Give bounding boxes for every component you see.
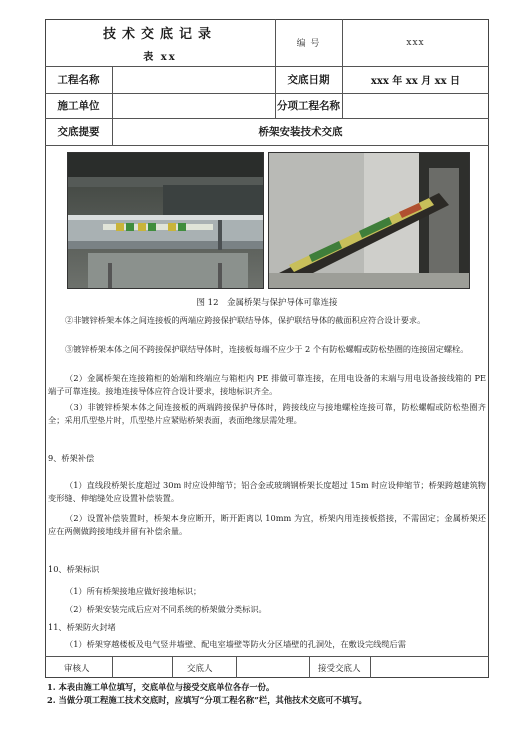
subproject-name-label: 分项工程名称 [277,100,340,112]
project-name-label: 工程名称 [57,74,100,86]
number-value: xxx [406,37,425,48]
paragraph: （1）桥架穿越楼板及电气竖井墙壁、配电室墙壁等防火分区墙壁的孔洞处，在敷设完线缆后需 [65,639,406,649]
paragraph: （1）所有桥架接地应做好接地标识； [65,586,202,596]
paragraph: ②非镀锌桥架本体之间连接板的两端应跨接保护联结导体，保护联结导体的截面积应符合设计要求。 [65,315,426,325]
construction-unit-label: 施工单位 [57,100,100,112]
section-heading: 9、桥架补偿 [48,453,95,463]
paragraph: （2）金属桥架在连接箱柜的始端和终端应与箱柜内 PE 排做可靠连接，在用电设备的末端与用电设备接线箱的 PE 端子可靠连接。接地连接导体应符合设计要求，接地标识齐全。 [48,373,486,396]
table-number: 表 xx [143,51,177,63]
cable-tray-image [68,153,263,288]
number-label: 编 号 [296,39,321,49]
cable-tray-photo-left [67,152,264,289]
receiver-label: 接受交底人 [318,663,361,674]
disclosure-date-label: 交底日期 [287,74,330,86]
signature-divider [309,656,310,678]
figure-caption: 图 12 金属桥架与保护导体可靠连接 [196,298,338,308]
footnote-1: 1. 本表由施工单位填写，交底单位与接受交底单位各存一份。 [47,682,275,692]
signature-divider [370,656,371,678]
signature-divider [172,656,173,678]
signature-divider [112,656,113,678]
cable-tray-photo-right [268,152,470,289]
form-title: 技术交底记录 [102,26,217,42]
section-heading: 10、桥架标识 [48,564,100,574]
summary-value: 桥架安装技术交底 [258,126,343,138]
paragraph: （2）设置补偿装置时，桥架本身应断开，断开距离以 10mm 为宜，桥架内用连接板搭接，不需固定；金属桥架还应在两侧做跨接地线并留有补偿余量。 [48,513,486,536]
grounding-conductor-image [269,153,469,288]
paragraph: （3）非镀锌桥架本体之间连接板的两端跨接保护导体时，跨接线应与接地螺栓连接可靠，防松螺帽或防松垫圈齐全；采用爪型垫片时，爪型垫片应紧贴桥架表面，表面绝缘层需处理。 [48,402,486,425]
paragraph: （1）直线段桥架长度超过 30m 时应设伸缩节；铝合金或玻璃钢桥架长度超过 15m 时应设伸缩节；桥架跨越建筑物变形缝、伸缩缝处应设置补偿装置。 [48,480,486,503]
signature-divider [236,656,237,678]
summary-label: 交底提要 [57,126,100,138]
footnote-2: 2. 当做分项工程施工技术交底时，应填写“分项工程名称”栏，其他技术交底可不填写。 [47,695,367,705]
discloser-label: 交底人 [187,663,213,674]
disclosure-date-value: xxx 年 xx 月 xx 日 [370,76,461,87]
section-heading: 11、桥架防火封堵 [48,622,116,632]
row-divider [45,145,489,146]
reviewer-label: 审核人 [64,663,90,674]
paragraph: （2）桥架安装完成后应对不同系统的桥架做分类标识。 [65,604,267,614]
paragraph: ③镀锌桥架本体之间不跨接保护联结导体时，连接板每端不应少于 2 个有防松螺帽或防松垫圈的连接固定螺栓。 [65,344,469,354]
